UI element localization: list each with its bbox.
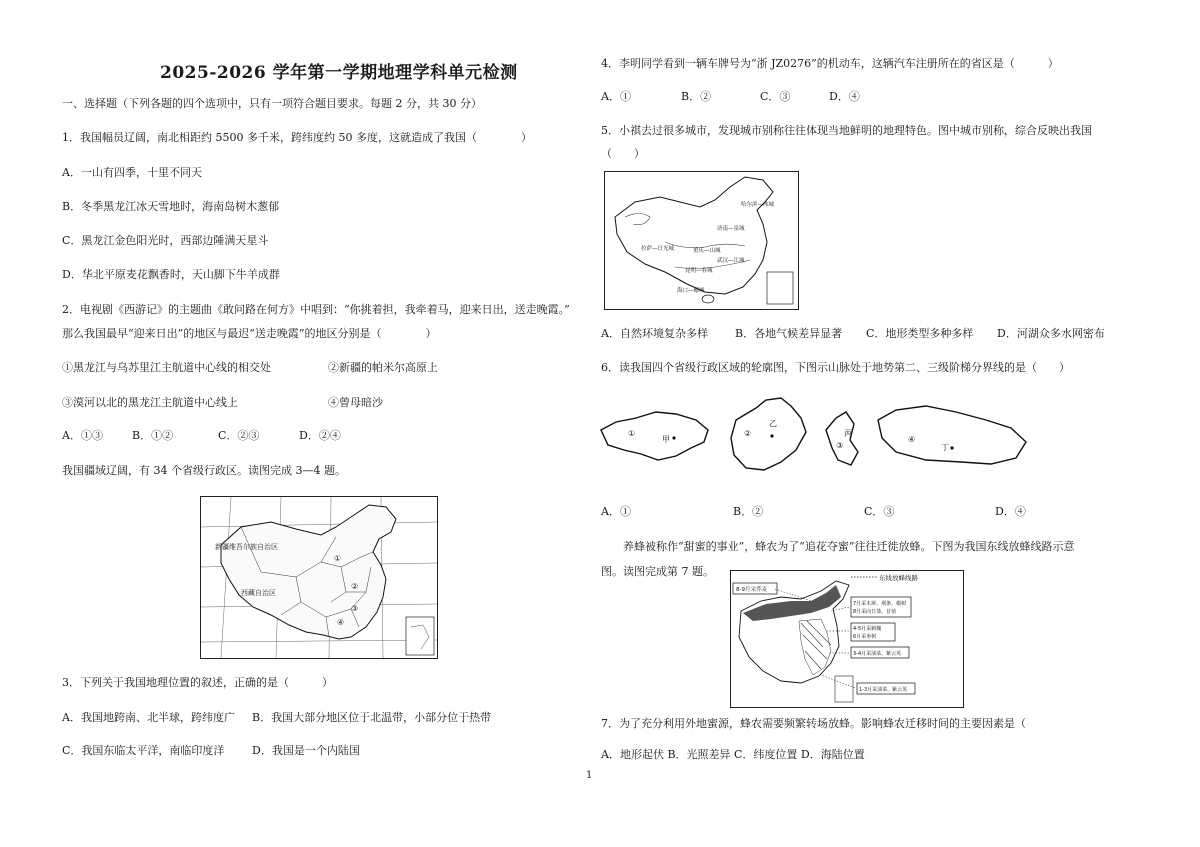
page-number: 1 <box>586 770 593 781</box>
map3-box-4: 3-4月采油菜、紫云英 <box>853 651 902 657</box>
outline-mark-1: ① <box>628 429 636 438</box>
map2-city-chongqing: 重庆—山城 <box>693 248 721 254</box>
outline-label-jia: 甲 <box>662 435 670 444</box>
q3-4-intro: 我国疆域辽阔，有 34 个省级行政区。读图完成 3—4 题。 <box>62 464 346 477</box>
q4-option-b: B．② <box>681 90 712 103</box>
map1-mark-3: ③ <box>351 604 359 613</box>
q2-option-d: D．②④ <box>299 429 341 442</box>
china-province-map <box>200 496 438 659</box>
q3-stem: 3．下列关于我国地理位置的叙述，正确的是（ ） <box>62 676 333 689</box>
beekeeping-route-map-svg <box>731 571 963 707</box>
province-outlines-svg <box>596 390 1036 484</box>
q5-option-c: C．地形类型多种多样 <box>866 327 974 340</box>
beekeeping-route-map <box>730 570 964 708</box>
outline-label-ding: 丁 <box>941 443 949 452</box>
q4-option-c: C．③ <box>760 90 791 103</box>
q2-option-a: A．①③ <box>62 429 103 442</box>
map2-city-haikou: 海口—椰城 <box>677 288 705 294</box>
q7-intro-line2: 图。读图完成第 7 题。 <box>601 565 714 578</box>
q5-option-a: A．自然环境复杂多样 <box>601 327 708 340</box>
q1-option-d: D．华北平原麦花飘香时，天山脚下牛羊成群 <box>62 268 280 281</box>
map2-city-wuhan: 武汉—江城 <box>717 258 745 264</box>
city-nickname-map-svg <box>605 172 798 309</box>
outline-label-yi: 乙 <box>769 419 777 428</box>
q4-option-d: D．④ <box>829 90 860 103</box>
outline-mark-4: ④ <box>908 435 916 444</box>
q6-option-a: A．① <box>601 505 631 518</box>
map2-city-harbin: 哈尔滨—冰城 <box>741 202 775 208</box>
q1-option-b: B．冬季黑龙江冰天雪地时，海南岛树木葱郁 <box>62 200 280 213</box>
q2-statement-1: ①黑龙江与乌苏里江主航道中心线的相交处 <box>62 361 271 374</box>
province-outlines <box>596 390 1036 484</box>
q6-option-b: B．② <box>733 505 764 518</box>
q2-statement-2: ②新疆的帕米尔高原上 <box>328 361 438 374</box>
q6-stem: 6．读我国四个省级行政区域的轮廓图，下图示山脉处于地势第二、三级阶梯分界线的是（ ） <box>601 361 1070 374</box>
exam-title: 2025-2026 学年第一学期地理学科单元检测 <box>160 63 518 83</box>
map3-legend: 东线放蜂线路 <box>879 574 918 582</box>
china-province-map-svg <box>201 497 437 658</box>
q5-stem-line2: （ ） <box>601 147 645 160</box>
outline-mark-3: ③ <box>836 441 844 450</box>
q1-stem: 1．我国幅员辽阔，南北相距约 5500 多千米，跨纬度约 50 多度，这就造成了我国（ ） <box>62 131 532 144</box>
map1-label-xizang: 西藏自治区 <box>241 589 276 597</box>
q2-option-b: B．①② <box>132 429 174 442</box>
q5-option-b: B．各地气候差异显著 <box>735 327 843 340</box>
map2-city-kunming: 昆明—春城 <box>685 268 713 274</box>
map1-label-xinjiang: 新疆维吾尔族自治区 <box>215 543 278 551</box>
map1-mark-1: ① <box>334 554 342 563</box>
map1-mark-2: ② <box>351 582 359 591</box>
q2-stem-line1: 2．电视剧《西游记》的主题曲《敢问路在何方》中唱到：“你挑着担，我牵着马，迎来日出，送走晚霞。” <box>62 303 570 316</box>
q2-stem-line2: 那么我国最早“迎来日出”的地区与最迟“送走晚霞”的地区分别是（ ） <box>62 327 437 340</box>
q2-option-c: C．②③ <box>218 429 260 442</box>
q7-options: A．地形起伏 B．光照差异 C．纬度位置 D．海陆位置 <box>601 748 865 761</box>
q5-stem-line1: 5．小祺去过很多城市，发现城市别称往往体现当地鲜明的地理特色。图中城市别称，综合反映出我国 <box>601 124 1092 137</box>
q3-option-b: B．我国大部分地区位于北温带，小部分位于热带 <box>252 711 492 724</box>
q2-statement-4: ④曾母暗沙 <box>328 396 383 409</box>
map2-city-jinan: 济南—泉城 <box>717 226 745 232</box>
q5-option-d: D．河湖众多水网密布 <box>997 327 1105 340</box>
city-nickname-map <box>604 171 799 310</box>
section-heading: 一、选择题（下列各题的四个选项中，只有一项符合题目要求。每题 2 分，共 30 分） <box>62 97 482 110</box>
q3-option-d: D．我国是一个内陆国 <box>252 744 360 757</box>
outline-mark-2: ② <box>744 429 752 438</box>
q7-intro-line1: 养蜂被称作“甜蜜的事业”，蜂农为了“追花夺蜜”往往迁徙放蜂。下图为我国东线放蜂线路示意 <box>623 540 1075 553</box>
q3-option-c: C．我国东临太平洋，南临印度洋 <box>62 744 225 757</box>
q3-option-a: A．我国地跨南、北半球，跨纬度广 <box>62 711 235 724</box>
q7-stem: 7．为了充分利用外地蜜源，蜂农需要频繁转场放蜂。影响蜂农迁移时间的主要因素是（ <box>601 717 1026 730</box>
map3-box-1: 8-9月采荞麦 <box>736 587 767 593</box>
map3-box-3: 4-5月采刺槐 <box>853 626 882 632</box>
q4-option-a: A．① <box>601 90 631 103</box>
map3-box-5: 1-3月采油菜、紫云英 <box>859 687 908 693</box>
map1-mark-4: ④ <box>337 618 345 627</box>
q2-statement-3: ③漠河以北的黑龙江主航道中心线上 <box>62 396 238 409</box>
q6-option-c: C．③ <box>864 505 895 518</box>
q1-option-c: C．黑龙江金色阳光时，西部边陲满天星斗 <box>62 234 269 247</box>
outline-label-bing: 丙 <box>844 429 852 438</box>
map3-box-2: 7月采木犀、荆条、椴树 <box>853 601 907 607</box>
q1-option-a: A．一山有四季，十里不同天 <box>62 166 202 179</box>
map3-box-2b: 8月采向日葵、苜蓿 <box>853 609 897 615</box>
map3-box-3b: 6月采枣树 <box>853 634 877 640</box>
map2-city-lhasa: 拉萨—日光城 <box>641 246 675 252</box>
q6-option-d: D．④ <box>995 505 1026 518</box>
q4-stem: 4．李明同学看到一辆车牌号为“浙 JZ0276”的机动车，这辆汽车注册所在的省区是（ ） <box>601 57 1059 70</box>
